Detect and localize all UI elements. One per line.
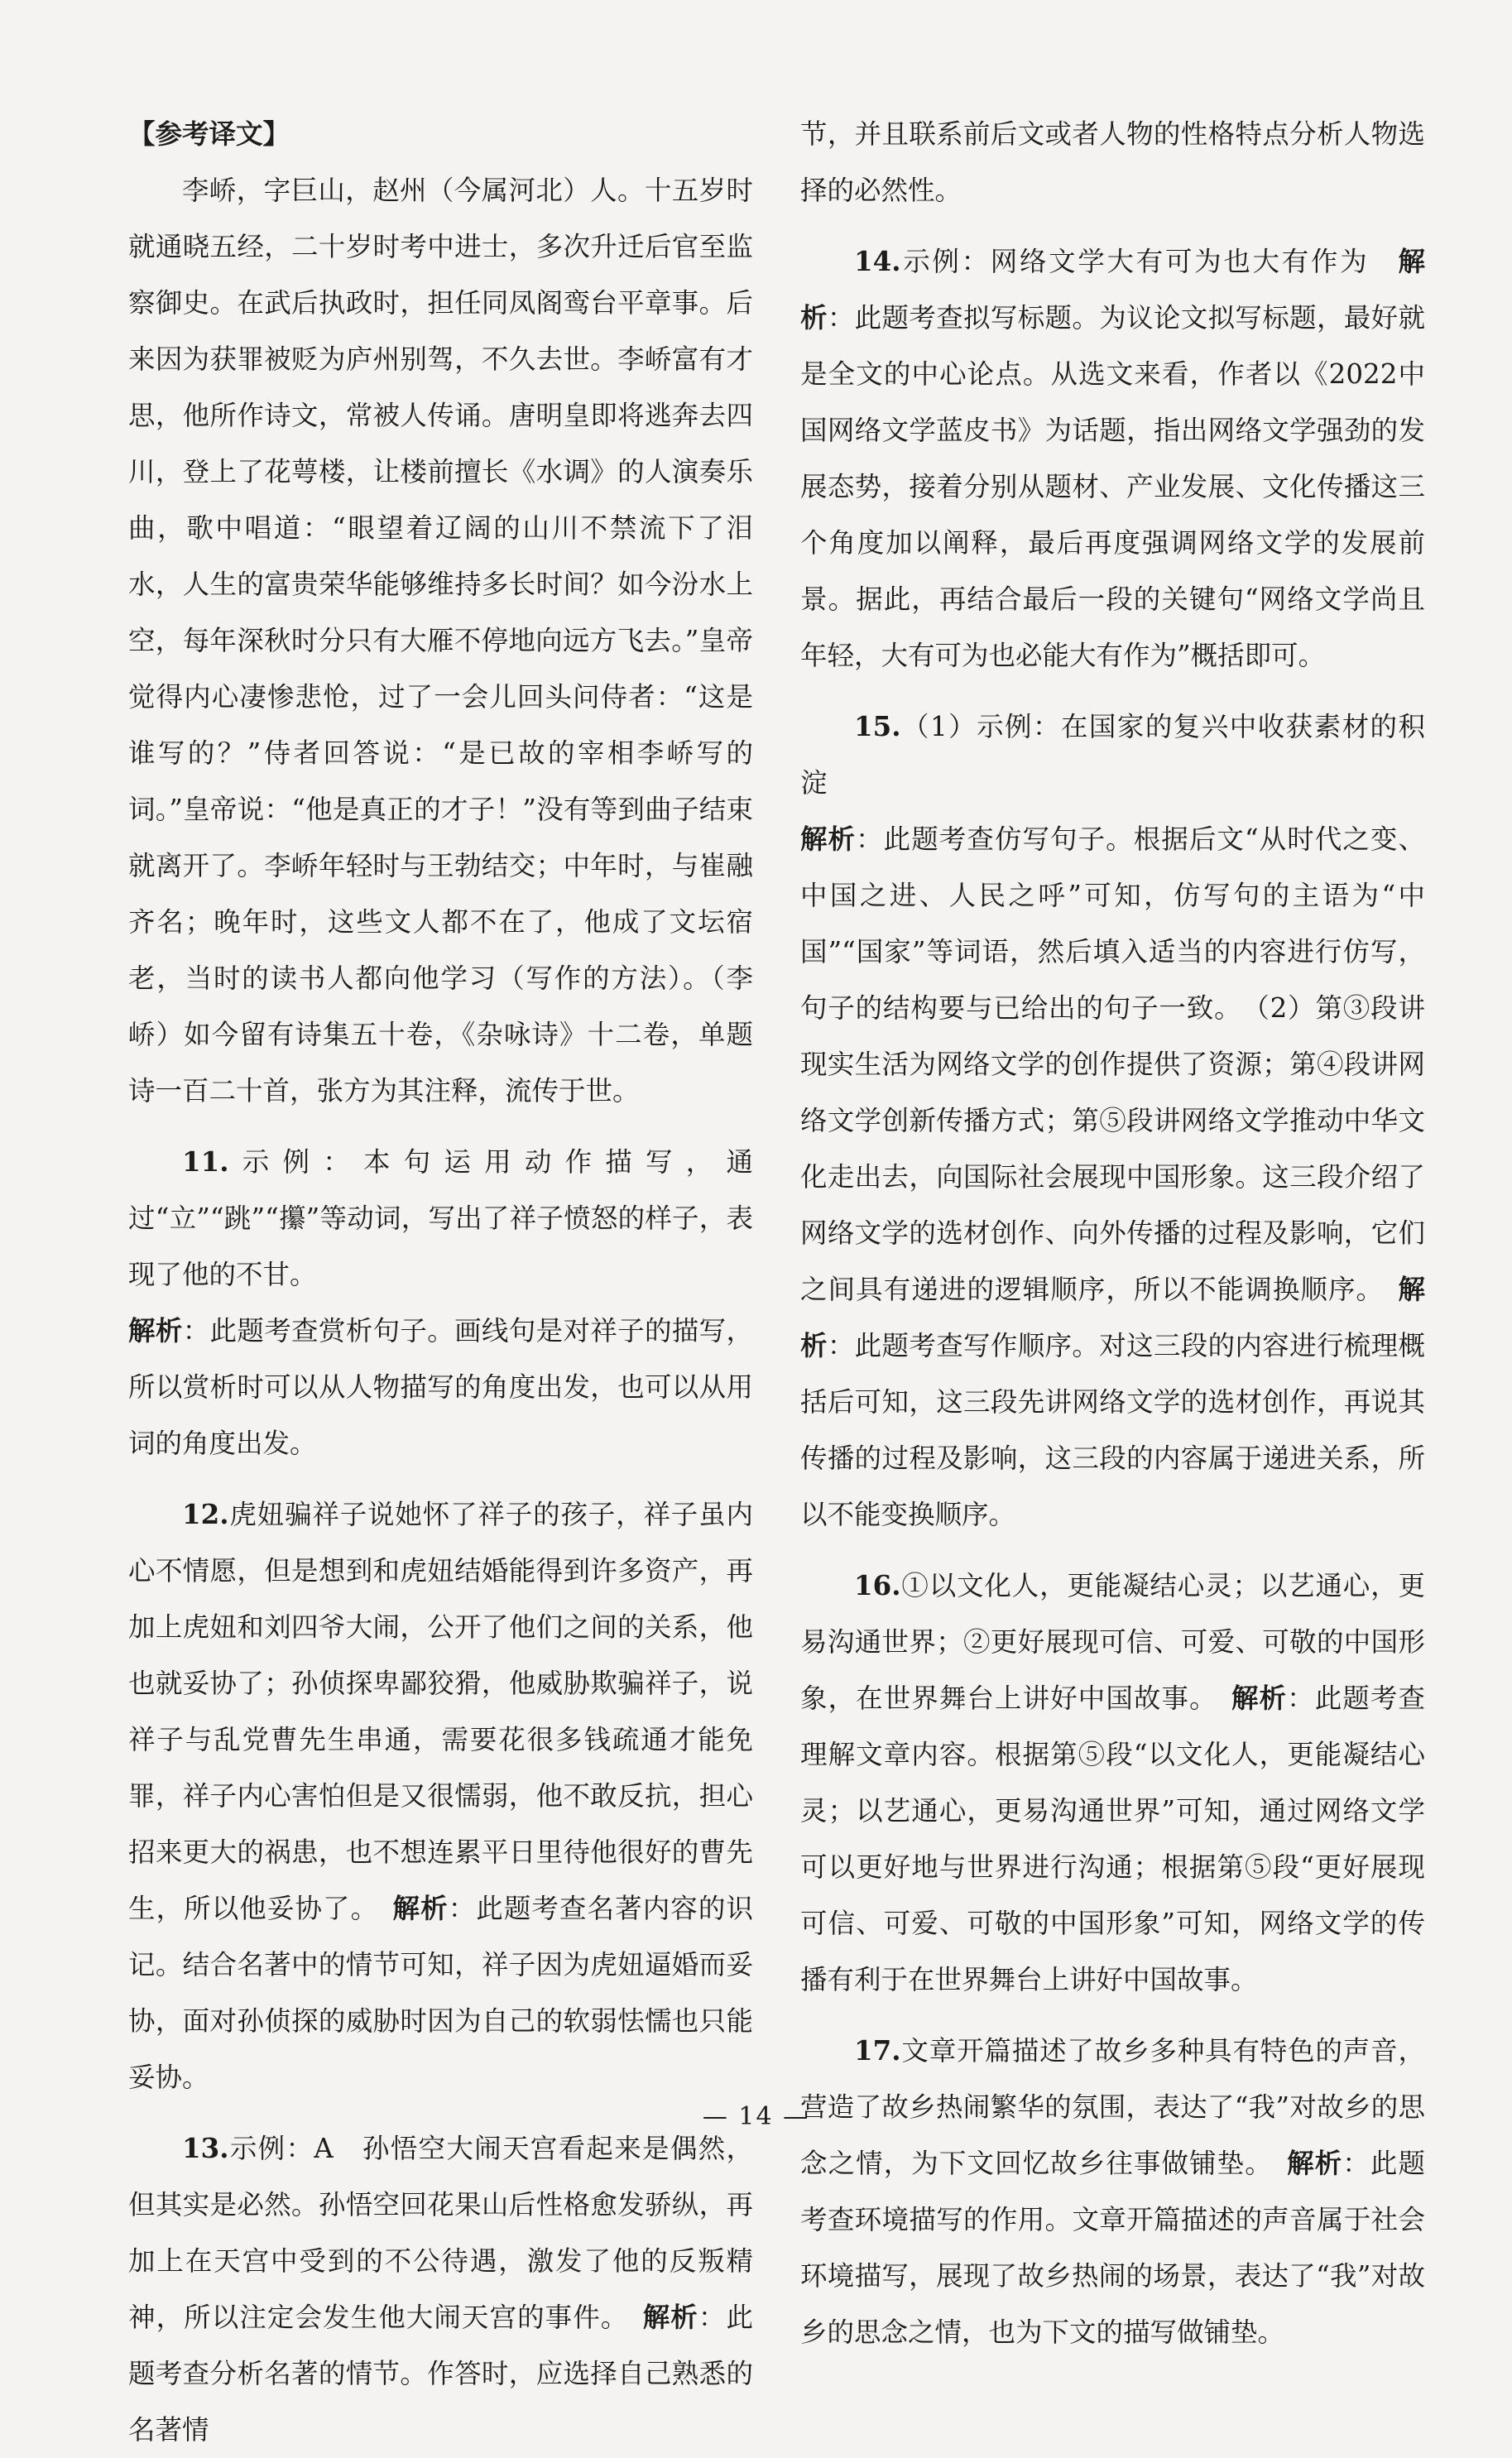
question-number-14: 14. xyxy=(854,245,901,277)
answer-16-text: ①以文化人，更能凝结心灵；以艺通心，更易沟通世界；②更好展现可信、可爱、可敬的中国形象，在世界舞台上讲好中国故事。 xyxy=(800,1570,1425,1714)
answer-17 xyxy=(800,2023,1425,2360)
question-number-13: 13. xyxy=(182,2132,229,2164)
answer-13-continued: 节，并且联系前后文或者人物的性格特点分析人物选择的必然性。 xyxy=(800,118,1425,206)
analysis-17-text: ：此题考查环境描写的作用。文章开篇描述的声音属于社会环境描写，展现了故乡热闹的场景，表达了“我”对故乡的思念之情，也为下文的描写做铺垫。 xyxy=(800,2148,1425,2348)
analysis-label-15b: 解析 xyxy=(800,1273,1425,1361)
page-number: — 14 — xyxy=(702,2102,810,2131)
analysis-16-text: ：此题考查理解文章内容。根据第⑤段“以文化人，更能凝结心灵；以艺通心，更易沟通世界”可知，通过网络文学可以更好地与世界进行沟通；根据第⑤段“更好展现可信、可爱、可敬的中国形象”可知，网络文学的传播有利于在世界舞台上讲好中国故事。 xyxy=(800,1683,1425,1995)
translation-paragraph: 李峤，字巨山，赵州（今属河北）人。十五岁时就通晓五经，二十岁时考中进士，多次升迁后官至监察御史。在武后执政时，担任同凤阁鸾台平章事。后来因为获罪被贬为庐州别驾，不久去世。李峤富有才思，他所作诗文，常被人传诵。唐明皇即将逃奔去四川，登上了花萼楼，让楼前擅长《水调》的人演奏乐曲，歌中唱道：“眼望着辽阔的山川不禁流下了泪水，人生的富贵荣华能够维持多长时间？如今汾水上空，每年深秋时分只有大雁不停地向远方飞去。”皇帝觉得内心凄惨悲怆，过了一会儿回头问侍者：“这是谁写的？”侍者回答说：“是已故的宰相李峤写的词。”皇帝说：“他是真正的才子！”没有等到曲子结束就离开了。李峤年轻时与王勃结交；中年时，与崔融齐名；晚年时，这些文人都不在了，他成了文坛宿老，当时的读书人都向他学习（写作的方法）。（李峤）如今留有诗集五十卷，《杂咏诗》十二卷，单题诗一百二十首，张方为其注释，流传于世。 xyxy=(128,175,753,1107)
analysis-label-11: 解析 xyxy=(128,1314,183,1347)
analysis-label-16: 解析 xyxy=(1231,1682,1288,1714)
answer-14 xyxy=(800,233,1425,684)
answer-11 xyxy=(128,1134,753,1303)
question-number-11: 11. xyxy=(182,1145,229,1178)
reference-translation-heading: 【参考译文】 xyxy=(128,118,290,150)
answer-13 xyxy=(128,2120,753,2458)
question-number-15: 15. xyxy=(854,710,901,742)
answer-12 xyxy=(128,1486,753,2105)
answer-15-text: （1）示例：在国家的复兴中收获素材的积淀 xyxy=(800,711,1425,799)
question-number-17: 17. xyxy=(854,2034,901,2067)
answer-13-text: 示例：A 孙悟空大闹天宫看起来是偶然，但其实是必然。孙悟空回花果山后性格愈发骄纵，再加上在天宫中受到的不公待遇，激发了他的反叛精神，所以注定会发生他大闹天宫的事件。 xyxy=(128,2133,753,2333)
analysis-label-15a: 解析 xyxy=(800,823,857,855)
section-heading xyxy=(128,106,753,162)
question-number-12: 12. xyxy=(182,1498,229,1530)
answer-12-text: 虎妞骗祥子说她怀了祥子的孩子，祥子虽内心不情愿，但是想到和虎妞结婚能得到许多资产，再加上虎妞和刘四爷大闹，公开了他们之间的关系，他也就妥协了；孙侦探卑鄙狡猾，他威胁欺骗祥子，说祥子与乱党曹先生串通，需要花很多钱疏通才能免罪，祥子内心害怕但是又很懦弱，他不敢反抗，担心招来更大的祸患，也不想连累平日里待他很好的曹先生，所以他妥协了。 xyxy=(128,1499,753,1924)
analysis-label-14: 解析 xyxy=(800,245,1425,334)
analysis-label-17: 解析 xyxy=(1287,2147,1343,2179)
analysis-12-text: ：此题考查名著内容的识记。结合名著中的情节可知，祥子因为虎妞逼婚而妥协，面对孙侦探的威胁时因为自己的软弱怯懦也只能妥协。 xyxy=(128,1893,753,2093)
answer-17-text: 文章开篇描述了故乡多种具有特色的声音，营造了故乡热闹繁华的氛围，表达了“我”对故乡的思念之情，为下文回忆故乡往事做铺垫。 xyxy=(800,2035,1425,2179)
answer-16 xyxy=(800,1558,1425,2008)
answer-14-text: 示例：网络文学大有可为也大有作为 xyxy=(900,246,1370,277)
analysis-13-text: ：此题考查分析名著的情节。作答时，应选择自己熟悉的名著情 xyxy=(128,2302,753,2446)
question-number-16: 16. xyxy=(854,1569,901,1601)
right-column xyxy=(800,106,1425,2360)
answer-11-text: 示例：本句运用动作描写，通过“立”“跳”“攥”等动词，写出了祥子愤怒的样子，表现了他的不甘。 xyxy=(128,1146,753,1290)
analysis-15 xyxy=(800,811,1425,1543)
analysis-15a-text: ：此题考查仿写句子。根据后文“从时代之变、中国之进、人民之呼”可知，仿写句的主语为“中国”“国家”等词语，然后填入适当的内容进行仿写，句子的结构要与已给出的句子一致。 （2）第③段讲现实生活为网络文学的创作提供了资源；第④段讲网络文学创新传播方式；第⑤段讲网络文学推动中华文化走出去，向国际社会展现中国形象。这三段介绍了网络文学的选材创作、向外传播的过程及影响，它们之间具有递进的逻辑顺序，所以不能调换顺序。 xyxy=(800,823,1425,1305)
analysis-14-text: ：此题考查拟写标题。为议论文拟写标题，最好就是全文的中心论点。从选文来看，作者以《2022中国网络文学蓝皮书》为话题，指出网络文学强劲的发展态势，接着分别从题材、产业发展、文化传播这三个角度加以阐释，最后再度强调网络文学的发展前景。据此，再结合最后一段的关键句“网络文学尚且年轻，大有可为也必能大有作为”概括即可。 xyxy=(800,302,1425,671)
analysis-11 xyxy=(128,1303,753,1471)
analysis-label-12: 解析 xyxy=(392,1892,449,1924)
analysis-11-text: ：此题考查赏析句子。画线句是对祥子的描写，所以赏析时可以从人物描写的角度出发，也可以从用词的角度出发。 xyxy=(128,1315,753,1459)
answer-15 xyxy=(800,699,1425,811)
analysis-15b-text: ：此题考查写作顺序。对这三段的内容进行梳理概括后可知，这三段先讲网络文学的选材创作，再说其传播的过程及影响，这三段的内容属于递进关系，所以不能变换顺序。 xyxy=(800,1330,1425,1530)
analysis-label-13: 解析 xyxy=(642,2301,698,2333)
